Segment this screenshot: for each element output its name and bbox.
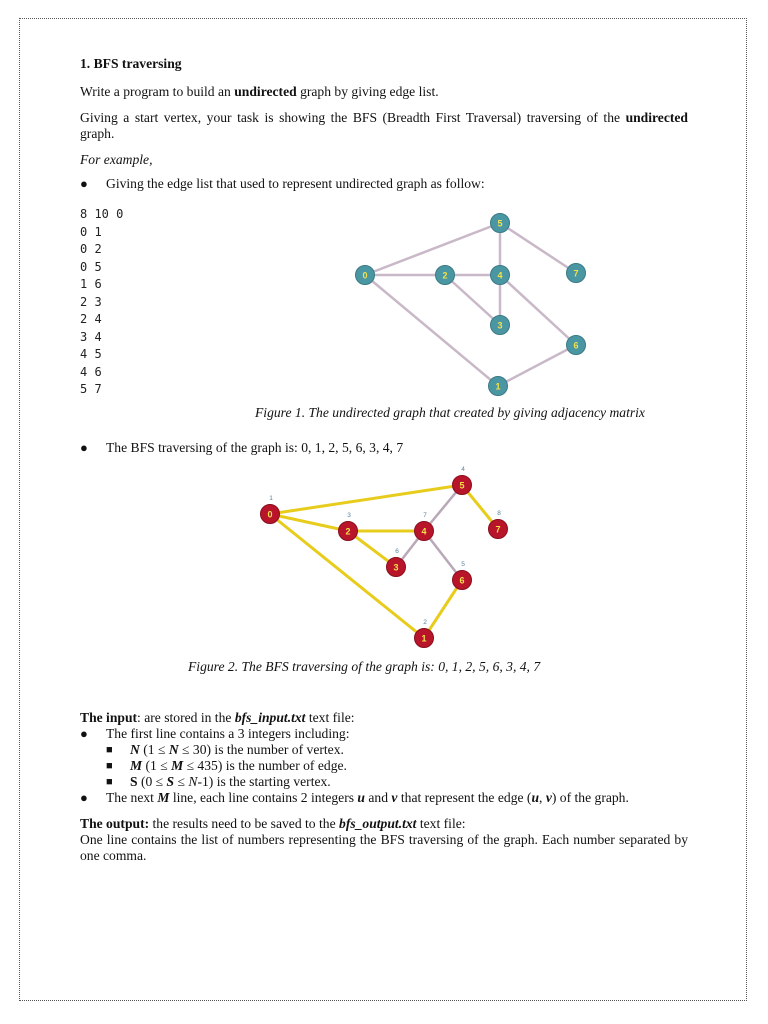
input-n-item: ■ N (1 ≤ N ≤ 30) is the number of vertex. bbox=[106, 742, 344, 757]
graph-node-label: 1 bbox=[495, 381, 501, 392]
edge-line: 1 6 bbox=[80, 277, 102, 291]
bullet-icon: ● bbox=[80, 176, 88, 191]
bfs-node-label: 4 bbox=[421, 526, 427, 537]
output-heading: The output: the results need to be saved to the bfs_output.txt text file: bbox=[80, 816, 466, 831]
bullet-icon: ● bbox=[80, 440, 88, 455]
graph-edge-2-3 bbox=[445, 275, 500, 325]
edge-line: 0 2 bbox=[80, 242, 102, 256]
bullet-icon: ● bbox=[80, 790, 88, 805]
edge-line: 5 7 bbox=[80, 382, 102, 396]
graph-node-label: 6 bbox=[573, 340, 579, 351]
input-bullet-first-line: ● The first line contains a 3 integers including: bbox=[80, 726, 350, 741]
bfs-edge-1-6 bbox=[424, 580, 462, 638]
square-bullet-icon: ■ bbox=[106, 776, 113, 788]
figure-1-graph bbox=[340, 205, 600, 405]
graph-node-label: 3 bbox=[497, 320, 503, 331]
edge-line: 2 3 bbox=[80, 294, 102, 309]
io-section bbox=[80, 710, 688, 864]
intro-paragraph-2: Giving a start vertex, your task is showing the BFS (Breadth First Traversal) traversing of the undirected graph. bbox=[80, 110, 688, 141]
graph-node-label: 4 bbox=[497, 270, 503, 281]
edge-line: 4 6 bbox=[80, 364, 102, 379]
section-title: 1. BFS traversing bbox=[80, 56, 182, 71]
bfs-node-label: 0 bbox=[267, 509, 273, 520]
document-body bbox=[80, 56, 688, 192]
graph-node-label: 2 bbox=[442, 270, 448, 281]
edge-list bbox=[80, 206, 123, 399]
input-m-item: ■ M (1 ≤ M ≤ 435) is the number of edge. bbox=[106, 758, 347, 773]
edge-line: 0 5 bbox=[80, 259, 102, 274]
edge-line: 2 4 bbox=[80, 312, 102, 326]
edge-line: 0 1 bbox=[80, 224, 102, 239]
bfs-order-label: 4 bbox=[461, 466, 465, 473]
bfs-node-label: 7 bbox=[495, 524, 501, 535]
figure-2-caption: Figure 2. The BFS traversing of the graph is: 0, 1, 2, 5, 6, 3, 4, 7 bbox=[188, 659, 541, 674]
bfs-node-label: 2 bbox=[345, 526, 351, 537]
input-s-item: ■ S (0 ≤ S ≤ N-1) is the starting vertex. bbox=[106, 774, 331, 789]
bfs-node-label: 5 bbox=[459, 480, 465, 491]
figure-2-bfs-graph bbox=[250, 460, 520, 655]
bullet-bfs-result: ● The BFS traversing of the graph is: 0, 1, 2, 5, 6, 3, 4, 7 bbox=[80, 440, 404, 455]
graph-edge-0-5 bbox=[365, 223, 500, 275]
bfs-order-label: 8 bbox=[497, 510, 501, 517]
edge-line: 8 10 0 bbox=[80, 207, 124, 221]
bfs-node-label: 6 bbox=[459, 575, 465, 586]
bfs-edge-0-5 bbox=[270, 485, 462, 514]
bfs-order-label: 6 bbox=[395, 548, 399, 555]
graph-edge-1-6 bbox=[498, 345, 576, 386]
bfs-order-label: 1 bbox=[269, 495, 273, 502]
graph-edge-0-1 bbox=[365, 275, 498, 386]
output-description: One line contains the list of numbers representing the BFS traversing of the graph. Each number separated by one comma. bbox=[80, 832, 688, 863]
bullet-edge-list: ● Giving the edge list that used to represent undirected graph as follow: bbox=[80, 176, 485, 191]
bfs-node-label: 3 bbox=[393, 562, 399, 573]
graph-node-label: 5 bbox=[497, 218, 503, 229]
input-heading: The input: are stored in the bfs_input.txt text file: bbox=[80, 710, 355, 725]
edge-line: 3 4 bbox=[80, 329, 102, 344]
square-bullet-icon: ■ bbox=[106, 744, 113, 756]
example-label: For example, bbox=[80, 152, 153, 167]
graph-node-label: 0 bbox=[362, 270, 368, 281]
square-bullet-icon: ■ bbox=[106, 760, 113, 772]
graph-node-label: 7 bbox=[573, 268, 579, 279]
graph-edge-4-6 bbox=[500, 275, 576, 345]
input-bullet-next-lines: ● The next M line, each line contains 2 integers u and v that represent the edge (u, v) of the graph. bbox=[80, 790, 629, 805]
bfs-order-label: 2 bbox=[423, 619, 427, 626]
graph-edge-5-7 bbox=[500, 223, 576, 273]
edge-line: 4 5 bbox=[80, 347, 102, 361]
intro-paragraph-1: Write a program to build an undirected graph by giving edge list. bbox=[80, 84, 439, 99]
bfs-order-label: 7 bbox=[423, 512, 427, 519]
figure-1-caption: Figure 1. The undirected graph that created by giving adjacency matrix bbox=[255, 405, 645, 420]
bfs-order-label: 3 bbox=[347, 512, 351, 519]
bfs-node-label: 1 bbox=[421, 633, 427, 644]
bfs-order-label: 5 bbox=[461, 561, 465, 568]
bullet-icon: ● bbox=[80, 726, 88, 741]
